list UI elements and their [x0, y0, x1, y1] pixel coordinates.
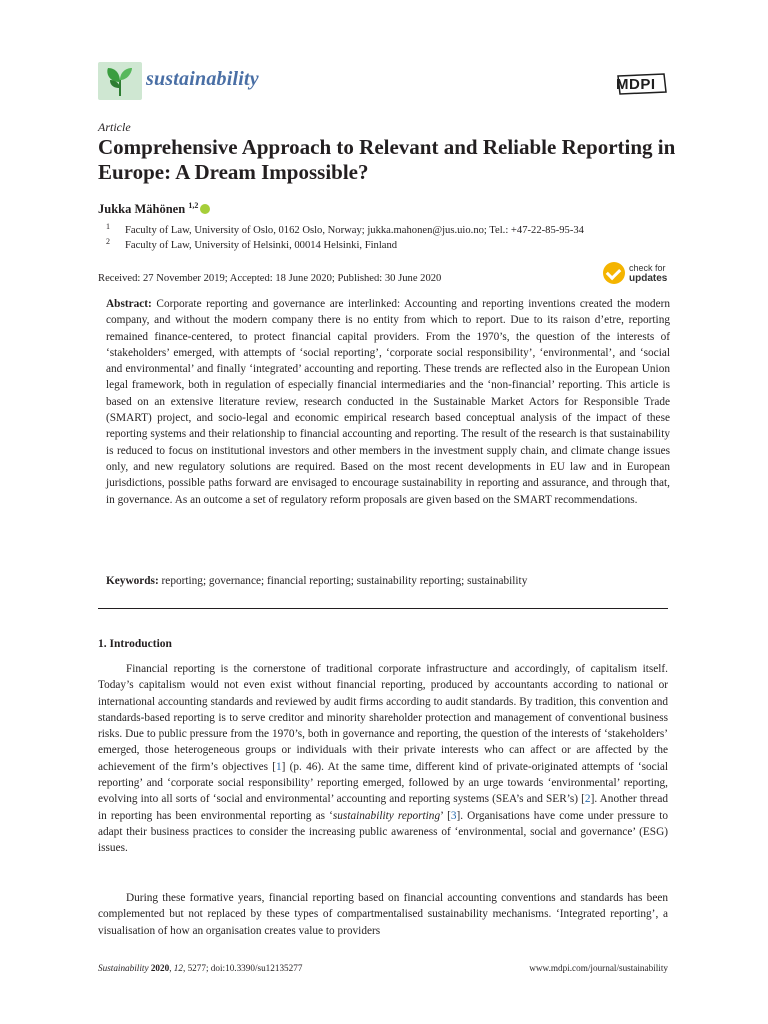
- leaf-icon: [98, 62, 142, 100]
- publication-dates: Received: 27 November 2019; Accepted: 18 June 2020; Published: 30 June 2020: [98, 273, 442, 284]
- paragraph-2: [98, 890, 668, 939]
- journal-logo: [98, 62, 142, 100]
- author-name: Jukka Mähönen: [98, 202, 186, 217]
- footer-doi: , 5277; doi:10.3390/su12135277: [182, 963, 303, 973]
- footer-journal: Sustainability: [98, 963, 149, 973]
- abstract-label: Abstract:: [106, 298, 152, 310]
- citation-link-1[interactable]: 1: [275, 760, 282, 773]
- author-line: [98, 201, 210, 217]
- citation-link-2[interactable]: 2: [584, 793, 591, 806]
- affiliation-text: Faculty of Law, University of Helsinki, 00014 Helsinki, Finland: [125, 240, 398, 251]
- abstract: [106, 296, 670, 508]
- p1-text-d: ’ [: [440, 809, 451, 822]
- p1-text-a: Financial reporting is the cornerstone of traditional corporate infrastructure and accordingly, of capitalism itself. Today’s capitalism would not even exist without financial reporting, produced by accountants according to national or international accounting standards and reviewed by audit firms according to audit standards. By tradition, this convention and standards-based reporting is to serve creditor and minority shareholder protection and management of conventional business risks. Due to public pressure from the 1970’s, both in governance and reporting, the question of the interests of ‘stakeholders’ emerged, those heterogeneous groups or individuals with their private interests who can affect or are affected by the achievement of the firm’s objectives [: [98, 663, 668, 773]
- footer-url[interactable]: www.mdpi.com/journal/sustainability: [529, 963, 668, 973]
- footer-volume: 12: [173, 963, 183, 973]
- paragraph-1: [98, 661, 668, 857]
- orcid-icon[interactable]: [200, 204, 210, 214]
- paper-title: Comprehensive Approach to Relevant and Reliable Reporting in Europe: A Dream Impossible?: [98, 135, 676, 184]
- affiliation-text: Faculty of Law, University of Oslo, 0162 Oslo, Norway; jukka.mahonen@jus.uio.no; Tel.: +47-22-85-95-34: [125, 225, 584, 236]
- section-heading: 1. Introduction: [98, 638, 172, 650]
- publisher-name: MDPI: [616, 76, 656, 93]
- check-badge-icon: [603, 262, 625, 284]
- check-line-2: updates: [629, 273, 668, 284]
- journal-name: sustainability: [146, 68, 259, 90]
- keywords-label: Keywords:: [106, 575, 159, 587]
- p2-text: During these formative years, financial reporting based on financial accounting conventions and standards has been complemented but not replaced by these types of compartmentalised sustainability mechanisms. ‘Integrated reporting’, a visualisation of how an organisation creates value to providers: [98, 892, 668, 937]
- author-affiliation-marks: 1,2: [188, 201, 199, 210]
- p1-text-b: ] (p. 46). At the same time, different kind of private-originated attempts of ‘social reporting’ and ‘corporate social responsibility’ reporting emerged, followed by an urge towards ‘environmental’ reporting, evolving into all sorts of ‘social and environmental’ accounting and reporting systems (SEA’s and SER’s) [: [98, 760, 668, 806]
- article-type: Article: [98, 120, 131, 134]
- keywords: [106, 575, 670, 587]
- check-line-1: check for: [629, 263, 666, 273]
- p1-text-e: ]. Organisations have come under pressure to adapt their business practices to consider the increasing public awareness of ‘environmental, social and governance’ (ESG) issues.: [98, 809, 669, 855]
- citation-link-3[interactable]: 3: [450, 809, 457, 822]
- keywords-text: reporting; governance; financial reporting; sustainability reporting; sustainability: [161, 575, 528, 587]
- abstract-text: Corporate reporting and governance are interlinked: Accounting and reporting inventions created the modern company, and without the modern company there is no entity from which to report. Due to its raison d’etre, reporting remained finance-centered, to protect financial capital providers. From the 1970’s, the question of the interests of ‘stakeholders’ emerged, with attempts of ‘social reporting’, ‘corporate social responsibility’, ‘environmental’, and ‘social and environmental’ and finally ‘integrated’ accounting and reporting. These trends are reflected also in the European Union legal framework, both in regulation of especially financial intermediaries and the ‘non-financial’ reporting. This article is based on an extensive literature review, research conducted in the Sustainable Market Actors for Responsible Trade (SMART) project, and socio-legal and economic empirical research based conceptual analysis of the impact of these reporting systems and their relationship to financial accounting and reporting. The result of the research is that sustainability is reduced to focus on institutional investors and other members in the investment supply chain, and climate change issues only, and new regulatory solutions are required. Based on the most recent developments in EU law and in European jurisdictions, possible paths forward are envisaged to encourage sustainability in reporting and assurance, and through that, in governance. As an outcome a set of regulatory reform proposals are given based on the SMART recommendations.: [106, 298, 671, 506]
- divider: [98, 608, 668, 609]
- p1-text-c: ]. Another thread in reporting has been environmental reporting as ‘: [98, 793, 668, 822]
- footer-citation: Sustainability 2020, 12, 5277; doi:10.3390/su12135277: [98, 963, 303, 973]
- footer-year: 2020: [150, 963, 170, 973]
- check-for-updates-label: [629, 263, 667, 284]
- p1-italic-term: sustainability reporting: [332, 809, 441, 822]
- affiliation-number: 2: [106, 237, 110, 246]
- affiliation-number: 1: [106, 222, 110, 231]
